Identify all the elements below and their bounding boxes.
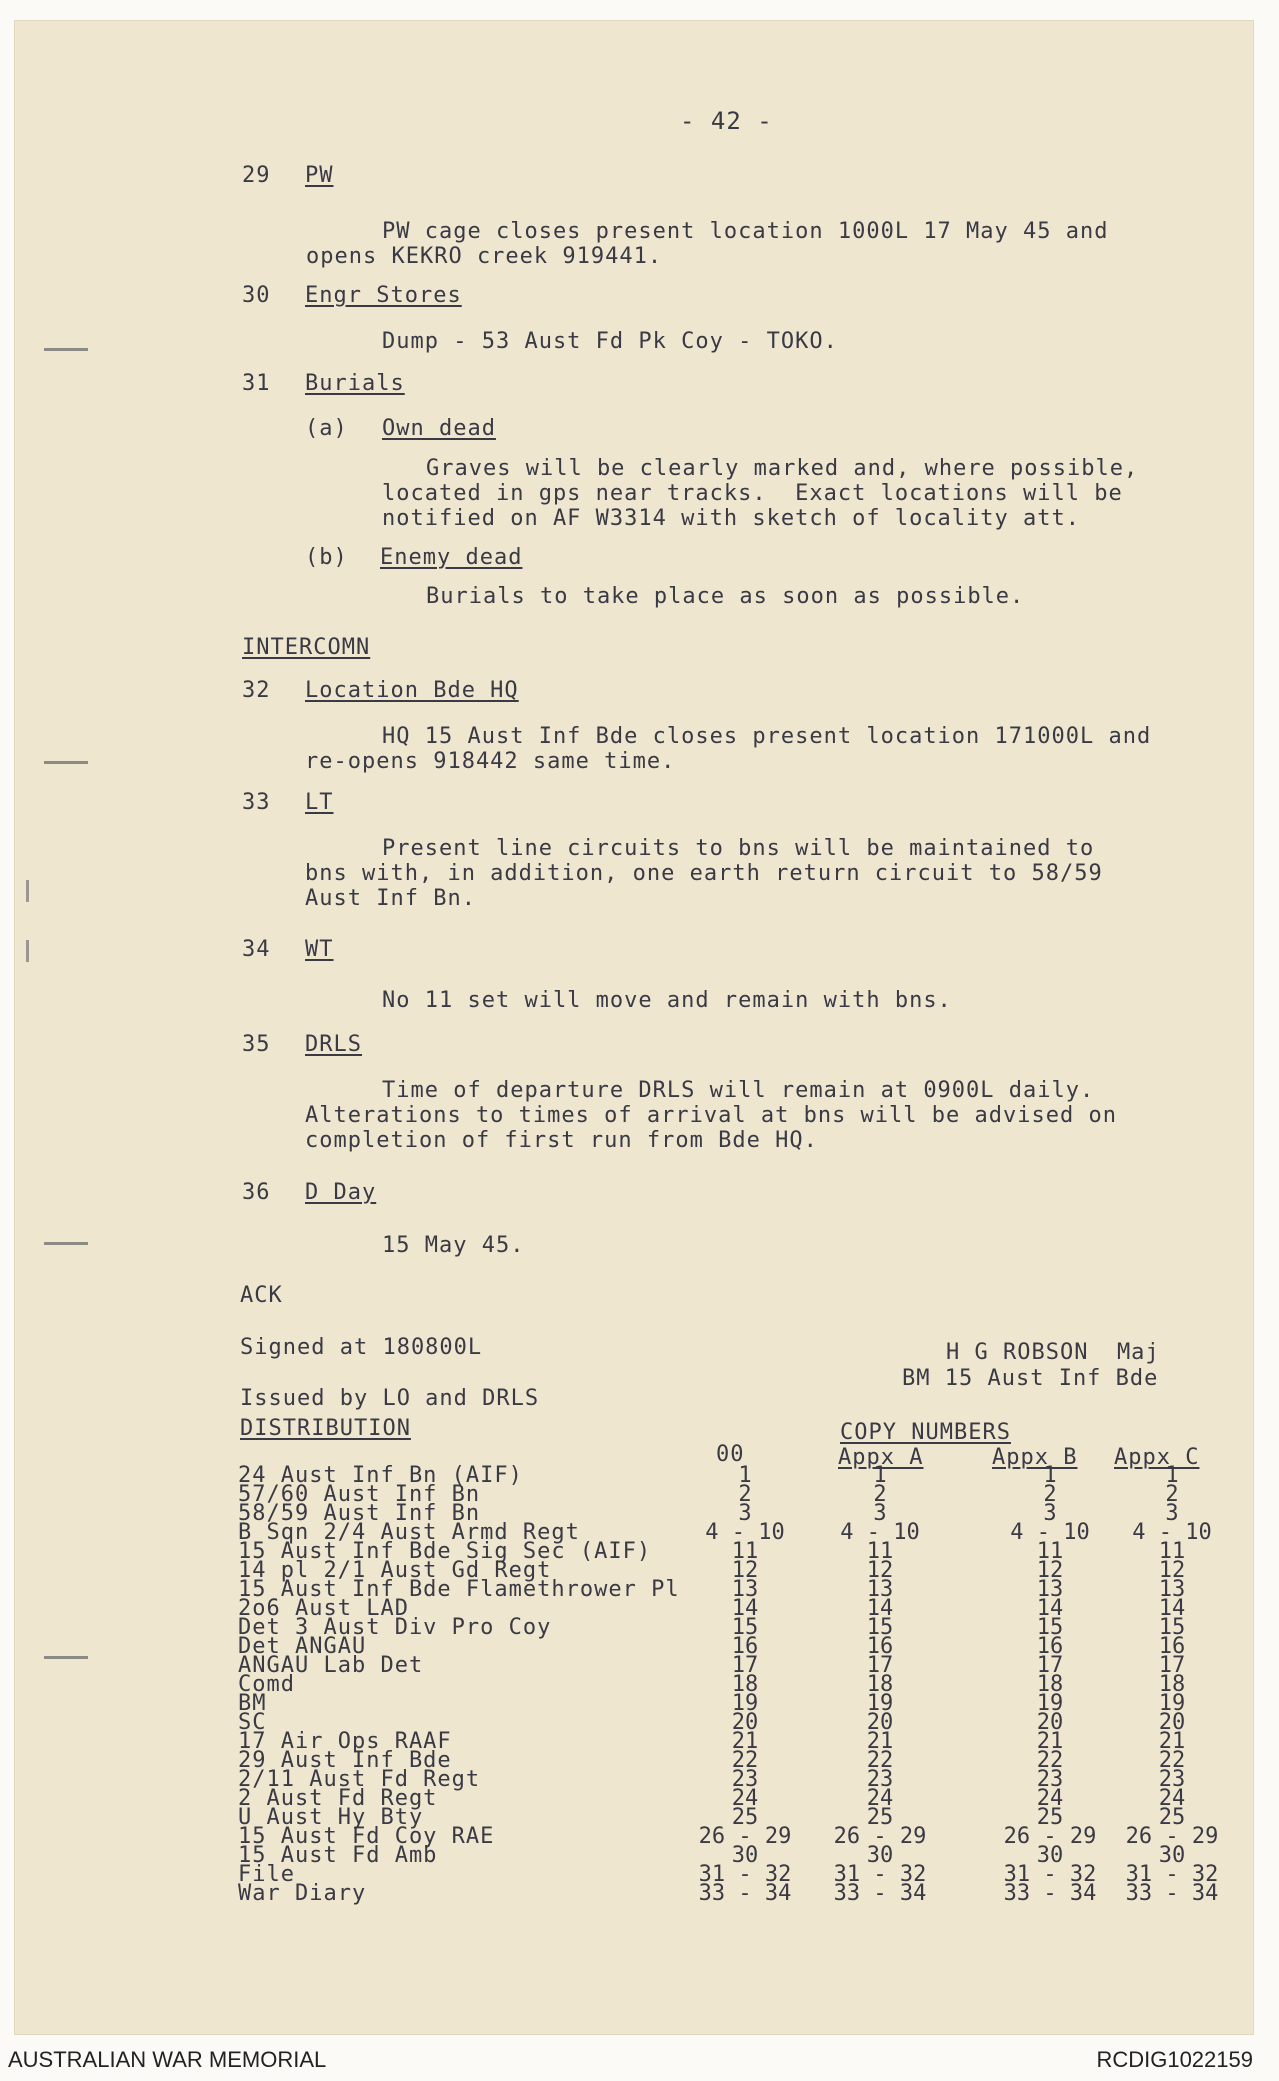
copy-number: 18 xyxy=(866,1672,894,1697)
section-number: 31 xyxy=(242,371,271,396)
copy-number: 1 xyxy=(1043,1463,1057,1488)
copy-number: 18 xyxy=(1036,1672,1064,1697)
copy-number: 23 xyxy=(1036,1767,1064,1792)
binder-mark xyxy=(26,940,29,962)
copy-number: 14 xyxy=(1036,1596,1064,1621)
signed-at: Signed at 180800L xyxy=(240,1335,483,1360)
sub-title: Enemy dead xyxy=(380,545,523,570)
copy-number: 20 xyxy=(866,1710,894,1735)
copy-number: 25 xyxy=(1158,1805,1186,1830)
copy-number: 22 xyxy=(1036,1748,1064,1773)
copy-number: 18 xyxy=(1158,1672,1186,1697)
copy-number: 26 - 29 xyxy=(1003,1824,1097,1849)
body-line: PW cage closes present location 1000L 17 May 45 and xyxy=(382,219,1109,244)
copy-number: 19 xyxy=(1158,1691,1186,1716)
distribution-addressee: 2 Aust Fd Regt xyxy=(238,1786,438,1811)
copy-number: 14 xyxy=(1158,1596,1186,1621)
body-line: Present line circuits to bns will be maintained to xyxy=(382,836,1095,861)
copy-number: 12 xyxy=(866,1558,894,1583)
section-number: 35 xyxy=(242,1032,271,1057)
copy-number: 20 xyxy=(1158,1710,1186,1735)
copy-number: 23 xyxy=(866,1767,894,1792)
copy-number: 1 xyxy=(873,1463,887,1488)
copy-number: 17 xyxy=(1158,1653,1186,1678)
body-line: Aust Inf Bn. xyxy=(305,886,476,911)
copy-number: 11 xyxy=(866,1539,894,1564)
copy-number: 4 - 10 xyxy=(840,1520,920,1545)
sub-label: (b) xyxy=(305,545,348,570)
copy-number: 22 xyxy=(731,1748,759,1773)
distribution-list xyxy=(238,1463,708,1906)
copy-number: 13 xyxy=(1158,1577,1186,1602)
section-title: LT xyxy=(305,790,334,815)
body-line: No 11 set will move and remain with bns. xyxy=(382,988,952,1013)
copy-number: 31 - 32 xyxy=(698,1862,792,1887)
binder-mark xyxy=(44,348,88,351)
col-header-00: 00 xyxy=(716,1442,745,1467)
distribution-addressee: SC xyxy=(238,1710,267,1735)
copy-number: 14 xyxy=(731,1596,759,1621)
copy-number: 21 xyxy=(731,1729,759,1754)
copy-number: 31 - 32 xyxy=(833,1862,927,1887)
distribution-addressee: 14 pl 2/1 Aust Gd Regt xyxy=(238,1558,552,1583)
col-header-appx-c: Appx C xyxy=(1114,1445,1200,1470)
copy-number: 33 - 34 xyxy=(698,1881,792,1906)
col-header-appx-a: Appx A xyxy=(838,1445,924,1470)
section-number: 30 xyxy=(242,283,271,308)
copy-number: 24 xyxy=(1158,1786,1186,1811)
heading-intercomn: INTERCOMN xyxy=(242,635,371,660)
body-line: located in gps near tracks. Exact locations will be xyxy=(382,481,1123,506)
page-number: - 42 - xyxy=(680,107,773,135)
section-title: Location Bde HQ xyxy=(305,678,519,703)
copy-number: 21 xyxy=(866,1729,894,1754)
copy-number: 11 xyxy=(1158,1539,1186,1564)
copy-number: 33 - 34 xyxy=(833,1881,927,1906)
copy-number: 2 xyxy=(1043,1482,1057,1507)
copy-number: 1 xyxy=(1165,1463,1179,1488)
copy-number: 3 xyxy=(1043,1501,1057,1526)
distribution-addressee: ANGAU Lab Det xyxy=(238,1653,424,1678)
copy-number: 23 xyxy=(1158,1767,1186,1792)
body-line: Graves will be clearly marked and, where possible, xyxy=(426,456,1139,481)
copy-number: 3 xyxy=(873,1501,887,1526)
copy-number: 22 xyxy=(1158,1748,1186,1773)
section-title: Burials xyxy=(305,371,405,396)
binder-mark xyxy=(44,1242,88,1245)
section-title: WT xyxy=(305,937,334,962)
copy-number: 1 xyxy=(738,1463,752,1488)
body-line: Time of departure DRLS will remain at 0900L daily. xyxy=(382,1078,1095,1103)
section-number: 34 xyxy=(242,937,271,962)
distribution-title: DISTRIBUTION xyxy=(240,1416,411,1441)
copy-number: 12 xyxy=(1158,1558,1186,1583)
copy-number: 3 xyxy=(738,1501,752,1526)
section-number: 36 xyxy=(242,1180,271,1205)
distribution-addressee: War Diary xyxy=(238,1881,367,1906)
distribution-addressee: Det 3 Aust Div Pro Coy xyxy=(238,1615,552,1640)
signatory-name: H G ROBSON Maj xyxy=(946,1340,1160,1365)
copy-number: 31 - 32 xyxy=(1003,1862,1097,1887)
copy-number: 23 xyxy=(731,1767,759,1792)
copy-number: 16 xyxy=(731,1634,759,1659)
copy-number: 26 - 29 xyxy=(833,1824,927,1849)
copy-number: 17 xyxy=(1036,1653,1064,1678)
copy-number: 25 xyxy=(731,1805,759,1830)
distribution-addressee: 2/11 Aust Fd Regt xyxy=(238,1767,481,1792)
copy-number: 24 xyxy=(1036,1786,1064,1811)
copy-number: 19 xyxy=(1036,1691,1064,1716)
body-line: bns with, in addition, one earth return circuit to 58/59 xyxy=(305,861,1103,886)
copy-number: 30 xyxy=(1036,1843,1064,1868)
copy-number: 17 xyxy=(866,1653,894,1678)
section-title: D Day xyxy=(305,1180,377,1205)
copy-number: 15 xyxy=(731,1615,759,1640)
col-header-appx-b: Appx B xyxy=(992,1445,1078,1470)
body-line: HQ 15 Aust Inf Bde closes present location 171000L and xyxy=(382,724,1152,749)
body-line: opens KEKRO creek 919441. xyxy=(306,244,663,269)
distribution-addressee: 15 Aust Inf Bde Sig Sec (AIF) xyxy=(238,1539,652,1564)
copy-number: 25 xyxy=(1036,1805,1064,1830)
binder-mark xyxy=(26,880,29,902)
copy-number: 19 xyxy=(731,1691,759,1716)
distribution-addressee: 29 Aust Inf Bde xyxy=(238,1748,452,1773)
copy-number: 17 xyxy=(731,1653,759,1678)
copy-number: 2 xyxy=(1165,1482,1179,1507)
copy-column-appx-a xyxy=(820,1463,940,1906)
signatory-appointment: BM 15 Aust Inf Bde xyxy=(902,1366,1159,1391)
copy-number: 14 xyxy=(866,1596,894,1621)
copy-number: 13 xyxy=(1036,1577,1064,1602)
distribution-addressee: 15 Aust Fd Amb xyxy=(238,1843,438,1868)
body-line: Dump - 53 Aust Fd Pk Coy - TOKO. xyxy=(382,329,838,354)
distribution-addressee: BM xyxy=(238,1691,267,1716)
distribution-addressee: Det ANGAU xyxy=(238,1634,367,1659)
copy-number: 21 xyxy=(1158,1729,1186,1754)
distribution-addressee: 58/59 Aust Inf Bn xyxy=(238,1501,481,1526)
copy-number: 4 - 10 xyxy=(1010,1520,1090,1545)
body-line: 15 May 45. xyxy=(382,1233,525,1258)
distribution-addressee: B Sqn 2/4 Aust Armd Regt xyxy=(238,1520,580,1545)
copy-number: 12 xyxy=(1036,1558,1064,1583)
copy-number: 15 xyxy=(866,1615,894,1640)
copy-number: 21 xyxy=(1036,1729,1064,1754)
copy-number: 30 xyxy=(731,1843,759,1868)
copy-number: 12 xyxy=(731,1558,759,1583)
copy-number: 11 xyxy=(1036,1539,1064,1564)
binder-mark xyxy=(44,761,88,764)
copy-number: 15 xyxy=(1036,1615,1064,1640)
section-title: Engr Stores xyxy=(305,283,462,308)
copy-number: 4 - 10 xyxy=(705,1520,785,1545)
copy-number: 19 xyxy=(866,1691,894,1716)
copy-number: 20 xyxy=(1036,1710,1064,1735)
body-line: Alterations to times of arrival at bns will be advised on xyxy=(305,1103,1117,1128)
sub-title: Own dead xyxy=(382,416,496,441)
distribution-addressee: 17 Air Ops RAAF xyxy=(238,1729,452,1754)
body-line: re-opens 918442 same time. xyxy=(305,749,676,774)
copy-number: 26 - 29 xyxy=(698,1824,792,1849)
copy-number: 13 xyxy=(866,1577,894,1602)
distribution-addressee: File xyxy=(238,1862,295,1887)
distribution-addressee: 15 Aust Inf Bde Flamethrower Pl xyxy=(238,1577,680,1602)
copy-number: 2 xyxy=(738,1482,752,1507)
section-title: PW xyxy=(305,163,334,188)
copy-number: 3 xyxy=(1165,1501,1179,1526)
copy-column-00 xyxy=(690,1463,800,1906)
body-line: Burials to take place as soon as possible. xyxy=(426,584,1025,609)
copy-number: 30 xyxy=(1158,1843,1186,1868)
distribution-addressee: 57/60 Aust Inf Bn xyxy=(238,1482,481,1507)
distribution-addressee: 2o6 Aust LAD xyxy=(238,1596,409,1621)
copy-number: 16 xyxy=(1158,1634,1186,1659)
section-title: DRLS xyxy=(305,1032,362,1057)
copy-number: 22 xyxy=(866,1748,894,1773)
copy-number: 16 xyxy=(866,1634,894,1659)
copy-number: 31 - 32 xyxy=(1125,1862,1219,1887)
copy-number: 11 xyxy=(731,1539,759,1564)
copy-numbers-title: COPY NUMBERS xyxy=(840,1420,1011,1445)
copy-number: 30 xyxy=(866,1843,894,1868)
copy-number: 20 xyxy=(731,1710,759,1735)
copy-number: 24 xyxy=(866,1786,894,1811)
section-number: 33 xyxy=(242,790,271,815)
copy-number: 25 xyxy=(866,1805,894,1830)
footer-institution: AUSTRALIAN WAR MEMORIAL xyxy=(8,2047,327,2072)
copy-number: 15 xyxy=(1158,1615,1186,1640)
distribution-addressee: 15 Aust Fd Coy RAE xyxy=(238,1824,495,1849)
section-number: 32 xyxy=(242,678,271,703)
copy-number: 24 xyxy=(731,1786,759,1811)
copy-number: 16 xyxy=(1036,1634,1064,1659)
sub-label: (a) xyxy=(305,416,348,441)
copy-number: 33 - 34 xyxy=(1003,1881,1097,1906)
copy-number: 13 xyxy=(731,1577,759,1602)
copy-column-appx-b xyxy=(990,1463,1110,1906)
body-line: notified on AF W3314 with sketch of locality att. xyxy=(382,506,1081,531)
copy-column-appx-c xyxy=(1112,1463,1232,1906)
copy-number: 2 xyxy=(873,1482,887,1507)
body-line: completion of first run from Bde HQ. xyxy=(305,1128,818,1153)
copy-number: 18 xyxy=(731,1672,759,1697)
footer-record-id: RCDIG1022159 xyxy=(1096,2047,1253,2072)
binder-mark xyxy=(44,1656,88,1659)
copy-number: 26 - 29 xyxy=(1125,1824,1219,1849)
distribution-addressee: Comd xyxy=(238,1672,295,1697)
section-number: 29 xyxy=(242,163,271,188)
ack-label: ACK xyxy=(240,1283,283,1308)
copy-number: 4 - 10 xyxy=(1132,1520,1212,1545)
distribution-addressee: 24 Aust Inf Bn (AIF) xyxy=(238,1463,523,1488)
distribution-addressee: U Aust Hy Bty xyxy=(238,1805,424,1830)
copy-number: 33 - 34 xyxy=(1125,1881,1219,1906)
issued-by: Issued by LO and DRLS xyxy=(240,1386,540,1411)
